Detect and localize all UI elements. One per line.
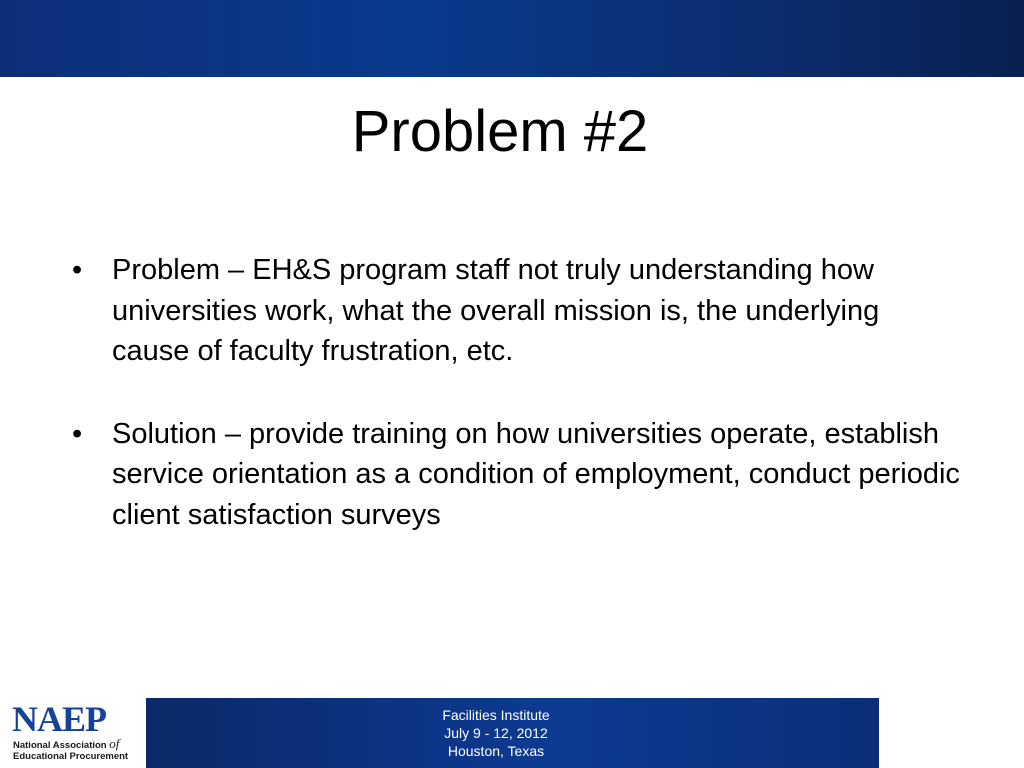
bullet-text: Problem – EH&S program staff not truly understanding how universities work, what the overall mission is, the underlying cause of faculty frustration, etc.: [112, 254, 880, 367]
header-band: [0, 0, 1024, 77]
slide-title: Problem #2: [351, 99, 649, 164]
bullet-text: Solution – provide training on how universities operate, establish service orientation as a condition of employment, conduct periodic client satisfaction surveys: [112, 417, 960, 531]
logo-subtitle: [13, 738, 128, 762]
event-location: Houston, Texas: [447, 743, 545, 759]
logo-wordmark: NAEP: [12, 699, 106, 739]
bullet-marker: •: [72, 417, 83, 450]
logo-subtitle-line2: Educational Procurement: [13, 751, 129, 762]
footer-band: [146, 698, 879, 768]
bullet-list: [0, 250, 1024, 577]
naep-logo: [0, 698, 146, 768]
event-dates: July 9 - 12, 2012: [444, 725, 548, 741]
bullet-marker: •: [72, 254, 83, 286]
bullet-item-problem: [0, 250, 1024, 372]
event-info: [146, 706, 846, 760]
logo-line1-of: of: [109, 736, 120, 751]
logo-line1-prefix: National Association: [13, 740, 110, 751]
event-name: Facilities Institute: [442, 707, 550, 723]
logo-subtitle-line1: [13, 738, 128, 751]
bullet-item-solution: [0, 414, 1024, 536]
